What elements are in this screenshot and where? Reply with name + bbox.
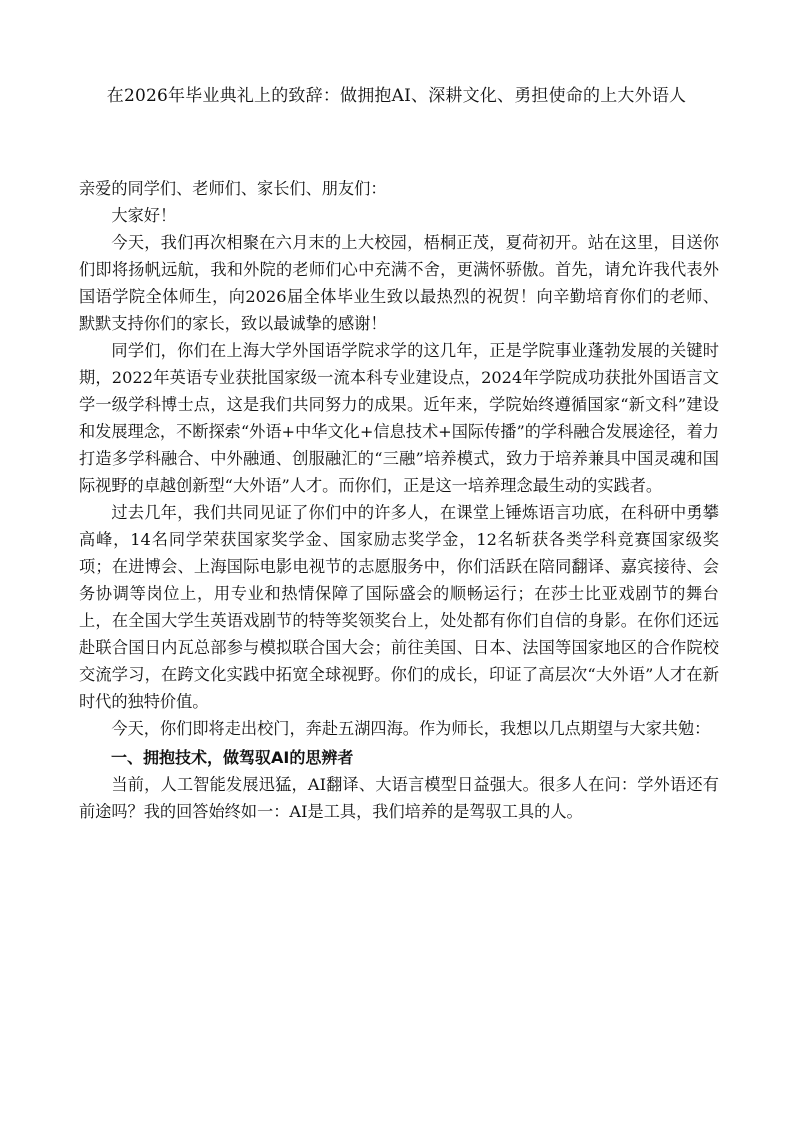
document-title: 在2026年毕业典礼上的致辞：做拥抱AI、深耕文化、勇担使命的上大外语人 bbox=[106, 86, 687, 106]
paragraph-4: 今天，你们即将走出校门，奔赴五湖四海。作为师长，我想以几点期望与大家共勉： bbox=[111, 719, 711, 738]
paragraph-3: 过去几年，我们共同见证了你们中的许多人，在课堂上锤炼语言功底，在科研中勇攀高峰，14名同学荣获国家奖学金、国家励志奖学金，12名斩获各类学科竞赛国家级奖项；在进博会、上海国际电影电视节的志愿服务中，你们活跃在陪同翻译、嘉宾接待、会务协调等岗位上，用专业和热情保障了国际盛会的顺畅运行；在莎士比亚戏剧节的舞台上，在全国大学生英语戏剧节的特等奖领奖台上，处处都有你们自信的身影。在你们还远赴联合国日内瓦总部参与模拟联合国大会；前往美国、日本、法国等国家地区的合作院校交流学习，在跨文化实践中拓宽全球视野。你们的成长，印证了高层次“大外语”人才在新时代的独特价值。 bbox=[79, 503, 719, 711]
document-body bbox=[79, 175, 719, 825]
section-heading: 一、拥抱技术，做驾驭AI的思辨者 bbox=[111, 748, 354, 767]
paragraph-2: 同学们，你们在上海大学外国语学院求学的这几年，正是学院事业蓬勃发展的关键时期，2022年英语专业获批国家级一流本科专业建设点，2024年学院成功获批外国语言文学一级学科博士点，这是我们共同努力的成果。近年来，学院始终遵循国家“新文科”建设和发展理念，不断探索“外语+中华文化+信息技术+国际传播”的学科融合发展途径，着力打造多学科融合、中外融通、创服融汇的“三融”培养模式，致力于培养兼具中国灵魂和国际视野的卓越创新型“大外语”人才。而你们，正是这一培养理念最生动的实践者。 bbox=[79, 341, 719, 495]
section-paragraph: 当前，人工智能发展迅猛，AI翻译、大语言模型日益强大。很多人在问：学外语还有前途吗？我的回答始终如一：AI是工具，我们培养的是驾驭工具的人。 bbox=[79, 775, 719, 821]
greeting: 大家好！ bbox=[111, 206, 177, 225]
salutation: 亲爱的同学们、老师们、家长们、朋友们： bbox=[79, 179, 387, 198]
paragraph-1: 今天，我们再次相聚在六月末的上大校园，梧桐正茂，夏荷初开。站在这里，目送你们即将扬帆远航，我和外院的老师们心中充满不舍，更满怀骄傲。首先，请允许我代表外国语学院全体师生，向2026届全体毕业生致以最热烈的祝贺！向辛勤培育你们的老师、默默支持你们的家长，致以最诚挚的感谢！ bbox=[79, 233, 719, 333]
